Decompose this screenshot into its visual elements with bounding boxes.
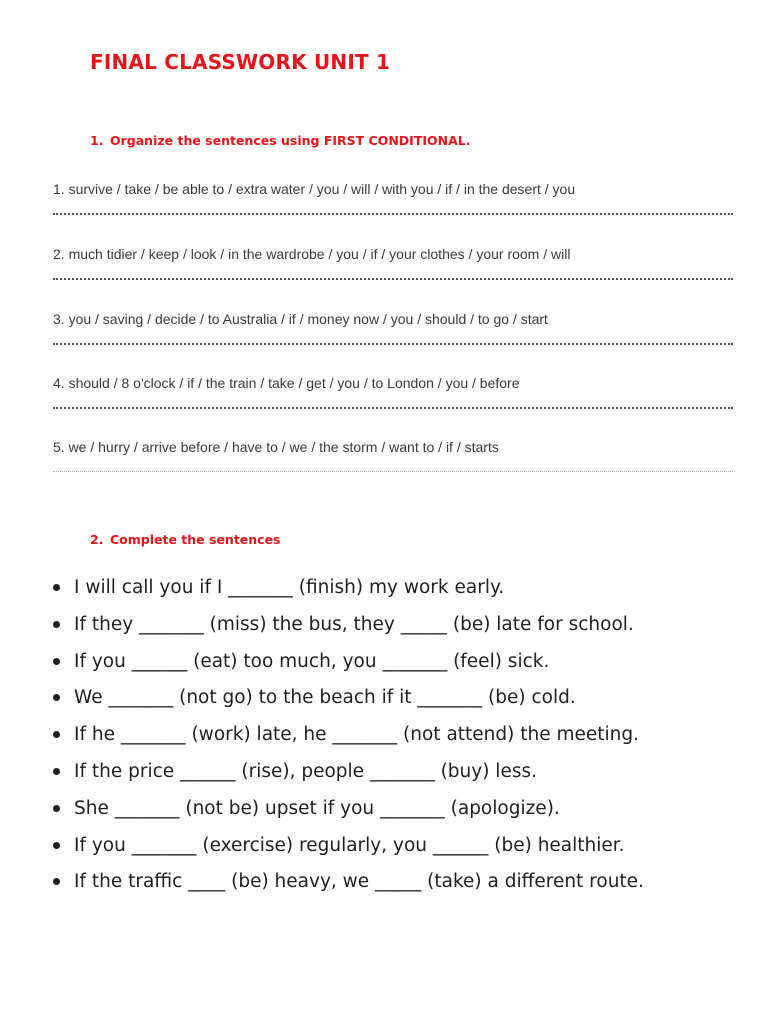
- section-1-heading-text: Organize the sentences using FIRST CONDITIONAL.: [110, 133, 471, 148]
- bullet-icon: [53, 694, 60, 701]
- bullet-icon: [53, 731, 60, 738]
- exercise-2-item: [50, 758, 644, 795]
- bullet-icon: [53, 805, 60, 812]
- answer-line[interactable]: [53, 407, 733, 409]
- bullet-icon: [53, 768, 60, 775]
- exercise-2-item: [50, 795, 644, 832]
- exercise-1-prompt: 5. we / hurry / arrive before / have to / we / the storm / want to / if / starts: [53, 439, 499, 455]
- exercise-1-item: [53, 311, 733, 375]
- exercise-1-item: [53, 439, 733, 503]
- answer-line[interactable]: [53, 343, 733, 345]
- exercise-2-sentence: I will call you if I _______ (finish) my work early.: [74, 577, 505, 598]
- exercise-2-item: [50, 574, 644, 611]
- page-title: FINAL CLASSWORK UNIT 1: [90, 50, 391, 74]
- exercise-2-item: [50, 684, 644, 721]
- exercise-2-sentence: We _______ (not go) to the beach if it _______ (be) cold.: [74, 687, 576, 709]
- bullet-icon: [53, 658, 60, 665]
- answer-line[interactable]: [53, 213, 733, 215]
- exercise-2-item: [50, 721, 644, 758]
- exercise-2-sentence: If he _______ (work) late, he _______ (not attend) the meeting.: [74, 724, 639, 746]
- exercise-2-item: [50, 868, 644, 905]
- exercise-2-sentence: If you ______ (eat) too much, you _______ (feel) sick.: [74, 650, 550, 672]
- answer-line[interactable]: [53, 471, 733, 472]
- bullet-icon: [53, 842, 60, 849]
- section-2-heading: [90, 532, 281, 547]
- exercise-2-sentence: If you _______ (exercise) regularly, you ______ (be) healthier.: [74, 834, 625, 856]
- section-2-heading-text: Complete the sentences: [110, 532, 281, 547]
- exercise-1-item: [53, 375, 733, 439]
- bullet-icon: [53, 621, 60, 628]
- exercise-2-sentence: If the traffic ____ (be) heavy, we _____ (take) a different route.: [74, 871, 644, 893]
- answer-line[interactable]: [53, 278, 733, 280]
- exercise-2-sentence: If the price ______ (rise), people _______ (buy) less.: [74, 760, 537, 782]
- exercise-1-prompt: 4. should / 8 o'clock / if / the train / take / get / you / to London / you / before: [53, 375, 520, 391]
- exercise-1-item: [53, 181, 733, 245]
- exercise-2-sentence: If they _______ (miss) the bus, they _____ (be) late for school.: [74, 613, 634, 635]
- exercise-2-sentence: She _______ (not be) upset if you _______ (apologize).: [74, 797, 560, 819]
- exercise-1-prompt: 1. survive / take / be able to / extra water / you / will / with you / if / in the desert / you: [53, 181, 576, 197]
- exercise-1-prompt: 3. you / saving / decide / to Australia / if / money now / you / should / to go / start: [53, 311, 548, 327]
- exercise-1-prompt: 2. much tidier / keep / look / in the wardrobe / you / if / your clothes / your room / will: [53, 246, 571, 262]
- exercise-2-list: [50, 574, 644, 905]
- bullet-icon: [53, 878, 60, 885]
- section-1-number: 1.: [90, 133, 104, 148]
- section-2-number: 2.: [90, 532, 104, 547]
- section-1-heading: [90, 133, 470, 148]
- exercise-2-item: [50, 611, 644, 648]
- exercise-2-item: [50, 832, 644, 869]
- exercise-2-item: [50, 648, 644, 685]
- bullet-icon: [53, 584, 60, 591]
- exercise-1-item: [53, 246, 733, 310]
